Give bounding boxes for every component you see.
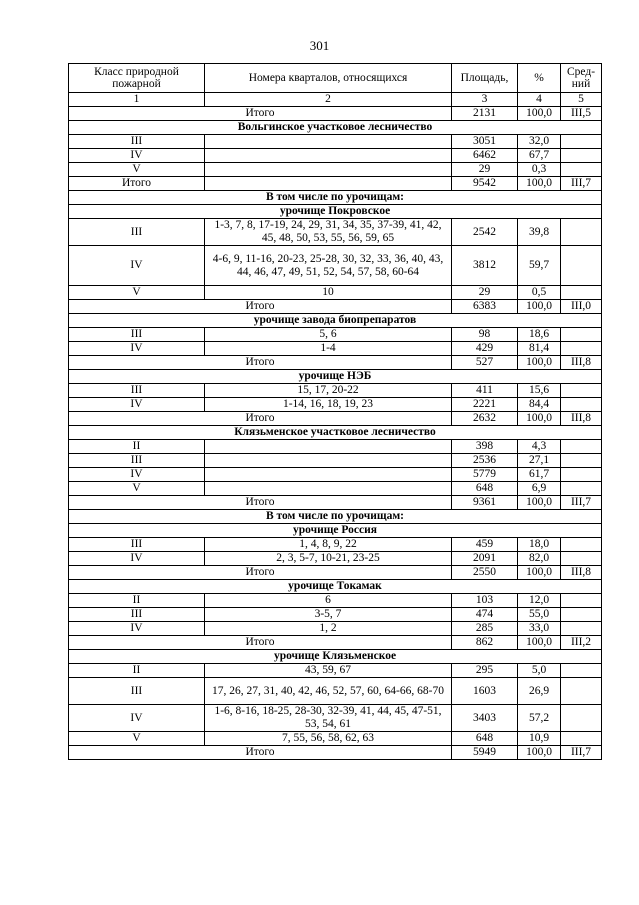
percent-value: 100,0 (518, 496, 561, 510)
percent-value: 0,3 (518, 163, 561, 177)
table-row (69, 286, 602, 300)
area-value: 648 (452, 732, 518, 746)
average-class-value (561, 384, 602, 398)
average-class-value (561, 342, 602, 356)
quarter-numbers: 1, 2 (205, 622, 452, 636)
total-label: Итого (69, 566, 452, 580)
table-row (69, 664, 602, 678)
average-class-value (561, 440, 602, 454)
average-class-value (561, 482, 602, 496)
average-class-value (561, 664, 602, 678)
area-value: 2131 (452, 107, 518, 121)
column-number: 1 (69, 93, 205, 107)
percent-value: 57,2 (518, 705, 561, 732)
column-number: 2 (205, 93, 452, 107)
area-value: 459 (452, 538, 518, 552)
area-value: 6462 (452, 149, 518, 163)
quarter-numbers: 5, 6 (205, 328, 452, 342)
total-label: Итого (69, 412, 452, 426)
percent-value: 10,9 (518, 732, 561, 746)
quarter-numbers: 3-5, 7 (205, 608, 452, 622)
section-heading: урочище завода биопрепаратов (69, 314, 602, 328)
percent-value: 100,0 (518, 746, 561, 760)
fire-class: II (69, 594, 205, 608)
section-heading: Вольгинское участковое лесничество (69, 121, 602, 135)
area-value: 5779 (452, 468, 518, 482)
fire-class: III (69, 384, 205, 398)
fire-class: III (69, 135, 205, 149)
area-value: 5949 (452, 746, 518, 760)
section-heading-row (69, 650, 602, 664)
percent-value: 100,0 (518, 356, 561, 370)
total-row (69, 636, 602, 650)
area-value: 527 (452, 356, 518, 370)
average-class-value (561, 149, 602, 163)
average-class-value (561, 328, 602, 342)
area-value: 98 (452, 328, 518, 342)
fire-class: III (69, 608, 205, 622)
average-class-value (561, 246, 602, 286)
section-heading-row (69, 426, 602, 440)
percent-value: 67,7 (518, 149, 561, 163)
percent-value: 100,0 (518, 300, 561, 314)
average-class-value (561, 398, 602, 412)
area-value: 2536 (452, 454, 518, 468)
section-heading: урочище НЭБ (69, 370, 602, 384)
fire-class: II (69, 664, 205, 678)
quarter-numbers: 1, 4, 8, 9, 22 (205, 538, 452, 552)
column-number: 3 (452, 93, 518, 107)
table-row (69, 538, 602, 552)
total-row (69, 412, 602, 426)
table-row (69, 732, 602, 746)
header-quarter-numbers: Номера кварталов, относящихся (205, 64, 452, 93)
quarter-numbers: 6 (205, 594, 452, 608)
header-average: Сред-ний (561, 64, 602, 93)
quarter-numbers (205, 468, 452, 482)
header-percent: % (518, 64, 561, 93)
average-class-value: III,2 (561, 636, 602, 650)
fire-class: IV (69, 468, 205, 482)
section-heading-row (69, 370, 602, 384)
percent-value: 4,3 (518, 440, 561, 454)
fire-class: V (69, 482, 205, 496)
percent-value: 33,0 (518, 622, 561, 636)
area-value: 6383 (452, 300, 518, 314)
average-class-value: III,7 (561, 496, 602, 510)
section-heading-row (69, 314, 602, 328)
section-heading-row (69, 205, 602, 219)
fire-class: II (69, 440, 205, 454)
table-row (69, 149, 602, 163)
fire-class: IV (69, 149, 205, 163)
total-row (69, 107, 602, 121)
area-value: 3812 (452, 246, 518, 286)
average-class-value (561, 732, 602, 746)
percent-value: 100,0 (518, 107, 561, 121)
quarter-numbers: 1-3, 7, 8, 17-19, 24, 29, 31, 34, 35, 37-39, 41, 42, 45, 48, 50, 53, 55, 56, 59, 65 (205, 219, 452, 246)
percent-value: 26,9 (518, 678, 561, 705)
fire-class: IV (69, 246, 205, 286)
quarter-numbers (205, 163, 452, 177)
total-row (69, 356, 602, 370)
fire-class: III (69, 678, 205, 705)
average-class-value: III,7 (561, 177, 602, 191)
area-value: 2221 (452, 398, 518, 412)
quarter-numbers: 15, 17, 20-22 (205, 384, 452, 398)
total-label: Итого (69, 636, 452, 650)
area-value: 103 (452, 594, 518, 608)
percent-value: 84,4 (518, 398, 561, 412)
area-value: 9361 (452, 496, 518, 510)
section-heading: В том числе по урочищам: (69, 510, 602, 524)
quarter-numbers: 1-4 (205, 342, 452, 356)
average-class-value: III,8 (561, 356, 602, 370)
page-number: 301 (309, 38, 330, 53)
section-heading-row (69, 510, 602, 524)
fire-class-table (68, 63, 602, 760)
column-number: 4 (518, 93, 561, 107)
table-row (69, 552, 602, 566)
header-area: Площадь, (452, 64, 518, 93)
quarter-numbers (205, 177, 452, 191)
total-row (69, 496, 602, 510)
percent-value: 100,0 (518, 412, 561, 426)
section-heading: урочище Клязьменское (69, 650, 602, 664)
table-row (69, 219, 602, 246)
area-value: 1603 (452, 678, 518, 705)
average-class-value (561, 705, 602, 732)
total-label: Итого (69, 746, 452, 760)
average-class-value (561, 594, 602, 608)
percent-value: 55,0 (518, 608, 561, 622)
quarter-numbers: 1-14, 16, 18, 19, 23 (205, 398, 452, 412)
percent-value: 32,0 (518, 135, 561, 149)
percent-value: 59,7 (518, 246, 561, 286)
percent-value: 5,0 (518, 664, 561, 678)
table-row (69, 163, 602, 177)
fire-class: V (69, 163, 205, 177)
section-heading: урочище Россия (69, 524, 602, 538)
area-value: 429 (452, 342, 518, 356)
total-row (69, 300, 602, 314)
fire-class: V (69, 732, 205, 746)
average-class-value: III,8 (561, 566, 602, 580)
average-class-value (561, 552, 602, 566)
section-heading-row (69, 121, 602, 135)
section-heading: урочище Покровское (69, 205, 602, 219)
quarter-numbers (205, 135, 452, 149)
total-label: Итого (69, 177, 205, 191)
quarter-numbers: 10 (205, 286, 452, 300)
average-class-value (561, 678, 602, 705)
quarter-numbers (205, 482, 452, 496)
table-row (69, 705, 602, 732)
percent-value: 18,6 (518, 328, 561, 342)
percent-value: 100,0 (518, 566, 561, 580)
average-class-value: III,0 (561, 300, 602, 314)
average-class-value (561, 454, 602, 468)
area-value: 2632 (452, 412, 518, 426)
average-class-value (561, 608, 602, 622)
section-heading: В том числе по урочищам: (69, 191, 602, 205)
percent-value: 18,0 (518, 538, 561, 552)
column-numbering-row (69, 93, 602, 107)
fire-class: IV (69, 342, 205, 356)
quarter-numbers: 2, 3, 5-7, 10-21, 23-25 (205, 552, 452, 566)
table-row (69, 594, 602, 608)
quarter-numbers: 17, 26, 27, 31, 40, 42, 46, 52, 57, 60, 64-66, 68-70 (205, 678, 452, 705)
percent-value: 100,0 (518, 636, 561, 650)
table-row (69, 622, 602, 636)
total-label: Итого (69, 496, 452, 510)
fire-class: IV (69, 552, 205, 566)
percent-value: 6,9 (518, 482, 561, 496)
table-row (69, 398, 602, 412)
area-value: 295 (452, 664, 518, 678)
table-row (69, 482, 602, 496)
average-class-value: III,7 (561, 746, 602, 760)
area-value: 3403 (452, 705, 518, 732)
area-value: 398 (452, 440, 518, 454)
table-row (69, 384, 602, 398)
fire-class: III (69, 538, 205, 552)
percent-value: 15,6 (518, 384, 561, 398)
percent-value: 82,0 (518, 552, 561, 566)
average-class-value (561, 538, 602, 552)
area-value: 2550 (452, 566, 518, 580)
area-value: 2091 (452, 552, 518, 566)
total-row (69, 566, 602, 580)
fire-class: III (69, 454, 205, 468)
table-row (69, 328, 602, 342)
area-value: 9542 (452, 177, 518, 191)
header-fire-class: Класс природной пожарной (69, 64, 205, 93)
area-value: 285 (452, 622, 518, 636)
average-class-value (561, 468, 602, 482)
percent-value: 0,5 (518, 286, 561, 300)
area-value: 648 (452, 482, 518, 496)
section-heading-row (69, 191, 602, 205)
average-class-value: III,8 (561, 412, 602, 426)
percent-value: 61,7 (518, 468, 561, 482)
table-header-row (69, 64, 602, 93)
area-value: 2542 (452, 219, 518, 246)
fire-class: IV (69, 622, 205, 636)
quarter-numbers: 4-6, 9, 11-16, 20-23, 25-28, 30, 32, 33, 36, 40, 43, 44, 46, 47, 49, 51, 52, 54, 57, 58, 60-64 (205, 246, 452, 286)
average-class-value (561, 286, 602, 300)
percent-value: 81,4 (518, 342, 561, 356)
percent-value: 12,0 (518, 594, 561, 608)
area-value: 411 (452, 384, 518, 398)
area-value: 29 (452, 163, 518, 177)
total-label: Итого (69, 356, 452, 370)
table-row (69, 678, 602, 705)
average-class-value (561, 219, 602, 246)
section-heading-row (69, 524, 602, 538)
total-label: Итого (69, 107, 452, 121)
area-value: 3051 (452, 135, 518, 149)
section-heading-row (69, 580, 602, 594)
table-row (69, 246, 602, 286)
quarter-numbers (205, 454, 452, 468)
quarter-numbers (205, 149, 452, 163)
table-row (69, 468, 602, 482)
quarter-numbers: 1-6, 8-16, 18-25, 28-30, 32-39, 41, 44, 45, 47-51, 53, 54, 61 (205, 705, 452, 732)
column-number: 5 (561, 93, 602, 107)
fire-class: IV (69, 705, 205, 732)
total-label: Итого (69, 300, 452, 314)
area-value: 474 (452, 608, 518, 622)
percent-value: 39,8 (518, 219, 561, 246)
fire-class: III (69, 328, 205, 342)
area-value: 862 (452, 636, 518, 650)
total-row (69, 746, 602, 760)
average-class-value (561, 622, 602, 636)
table-row (69, 342, 602, 356)
table-row (69, 440, 602, 454)
quarter-numbers: 43, 59, 67 (205, 664, 452, 678)
table-row (69, 608, 602, 622)
percent-value: 27,1 (518, 454, 561, 468)
average-class-value (561, 163, 602, 177)
average-class-value (561, 135, 602, 149)
section-heading: урочище Токамак (69, 580, 602, 594)
quarter-numbers (205, 440, 452, 454)
table-row (69, 135, 602, 149)
total-row (69, 177, 602, 191)
fire-class: III (69, 219, 205, 246)
average-class-value: III,5 (561, 107, 602, 121)
area-value: 29 (452, 286, 518, 300)
quarter-numbers: 7, 55, 56, 58, 62, 63 (205, 732, 452, 746)
percent-value: 100,0 (518, 177, 561, 191)
section-heading: Клязьменское участковое лесничество (69, 426, 602, 440)
fire-class: IV (69, 398, 205, 412)
fire-class: V (69, 286, 205, 300)
table-row (69, 454, 602, 468)
